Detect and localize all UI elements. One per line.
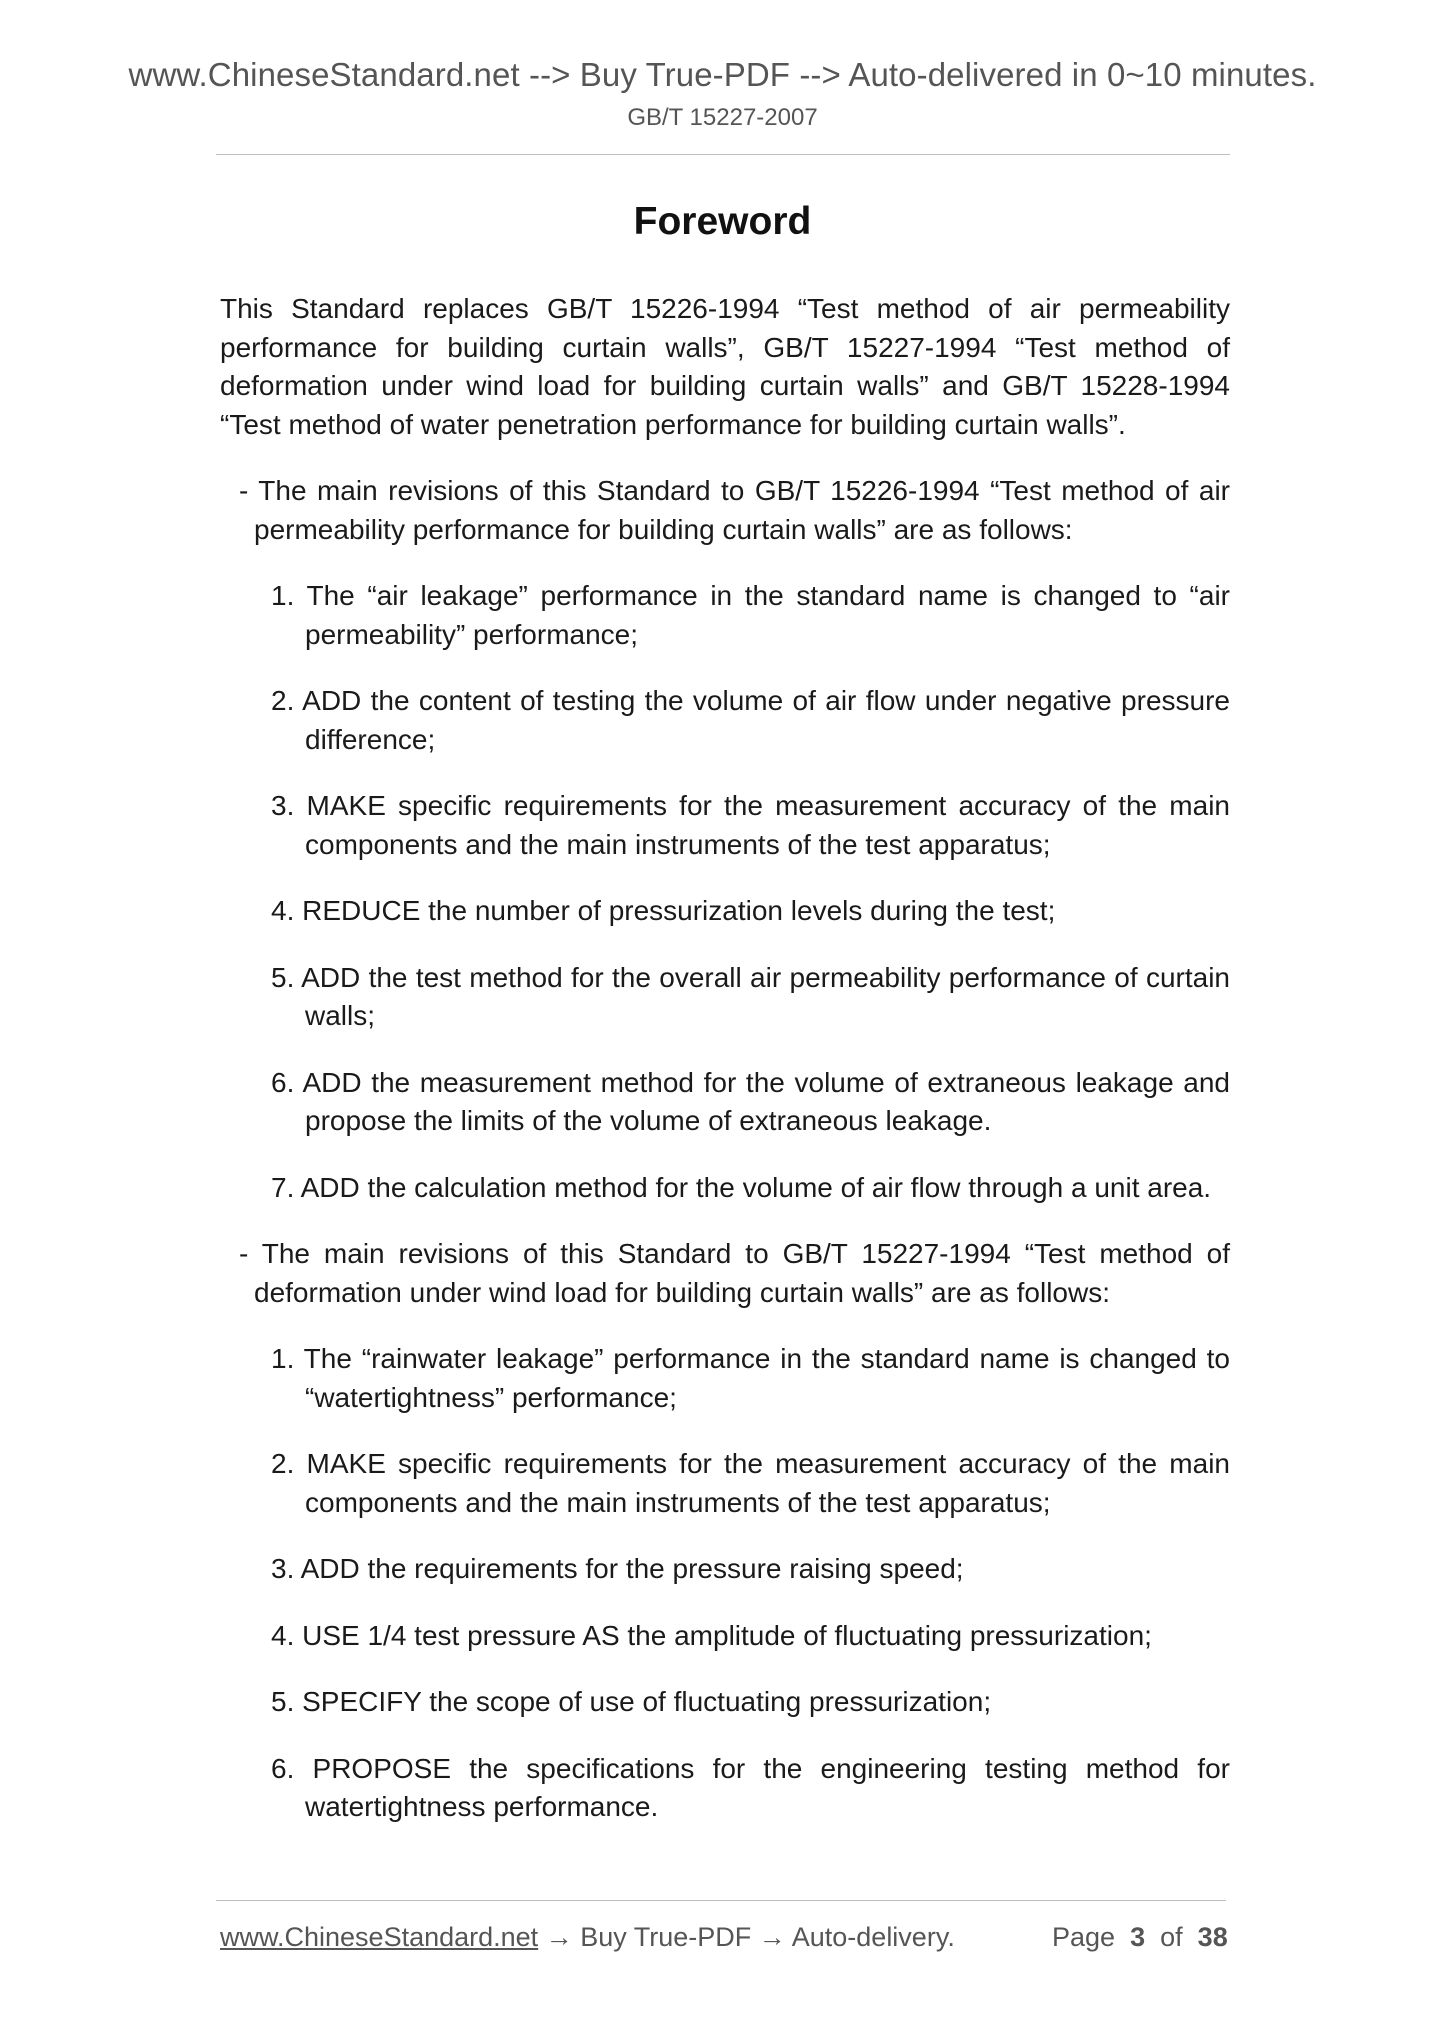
page-label: Page — [1052, 1922, 1116, 1952]
footer-site-link[interactable]: www.ChineseStandard.net — [220, 1922, 539, 1952]
list-item: 5. ADD the test method for the overall air permeability performance of curtain walls; — [271, 961, 1230, 1031]
list-item: 5. SPECIFY the scope of use of fluctuating pressurization; — [271, 1686, 992, 1717]
header-divider — [216, 154, 1230, 155]
list-item: 6. ADD the measurement method for the volume of extraneous leakage and propose the limits of the volume of extraneous leakage. — [271, 1066, 1230, 1136]
list-item: 2. MAKE specific requirements for the measurement accuracy of the main components and the main instruments of the test apparatus; — [271, 1448, 1230, 1518]
of-label: of — [1160, 1922, 1183, 1952]
list-item: 3. ADD the requirements for the pressure raising speed; — [271, 1553, 964, 1584]
foreword-body — [220, 290, 1230, 1855]
list-item: 7. ADD the calculation method for the volume of air flow through a unit area. — [271, 1171, 1212, 1203]
page-title: Foreword — [633, 200, 812, 243]
footer-tagline: → Buy True-PDF → Auto-delivery. — [538, 1922, 955, 1952]
footer-promo — [220, 1922, 955, 1953]
intro-paragraph: This Standard replaces GB/T 15226-1994 “Test method of air permeability performance for building curtain walls”, GB/T 15227-1994 “Test method of deformation under wind load for building curtain walls” and GB/T 15228-1994 “Test method of water penetration performance for building curtain walls”. — [220, 293, 1230, 440]
section-heading-15226: - The main revisions of this Standard to GB/T 15226-1994 “Test method of air permeability performance for building curtain walls” are as follows: — [239, 475, 1230, 545]
list-item: 4. REDUCE the number of pressurization levels during the test; — [271, 895, 1056, 926]
list-item: 2. ADD the content of testing the volume of air flow under negative pressure difference; — [271, 685, 1230, 755]
section-heading-15227: - The main revisions of this Standard to GB/T 15227-1994 “Test method of deformation under wind load for building curtain walls” are as follows: — [239, 1238, 1230, 1308]
list-item: 1. The “air leakage” performance in the standard name is changed to “air permeability” performance; — [271, 580, 1230, 650]
list-item: 4. USE 1/4 test pressure AS the amplitude of fluctuating pressurization; — [271, 1619, 1152, 1651]
current-page-number: 3 — [1130, 1922, 1146, 1952]
header-banner: www.ChineseStandard.net --> Buy True-PDF --> Auto-delivered in 0~10 minutes. — [128, 56, 1317, 93]
document-id: GB/T 15227-2007 — [627, 104, 818, 131]
list-item: 6. PROPOSE the specifications for the engineering testing method for watertightness performance. — [271, 1752, 1230, 1822]
page-indicator — [1052, 1922, 1228, 1953]
footer-divider — [216, 1900, 1226, 1901]
total-pages-number: 38 — [1197, 1922, 1228, 1952]
list-item: 1. The “rainwater leakage” performance in the standard name is changed to “watertightness” performance; — [271, 1343, 1230, 1413]
list-item: 3. MAKE specific requirements for the measurement accuracy of the main components and the main instruments of the test apparatus; — [271, 790, 1230, 860]
